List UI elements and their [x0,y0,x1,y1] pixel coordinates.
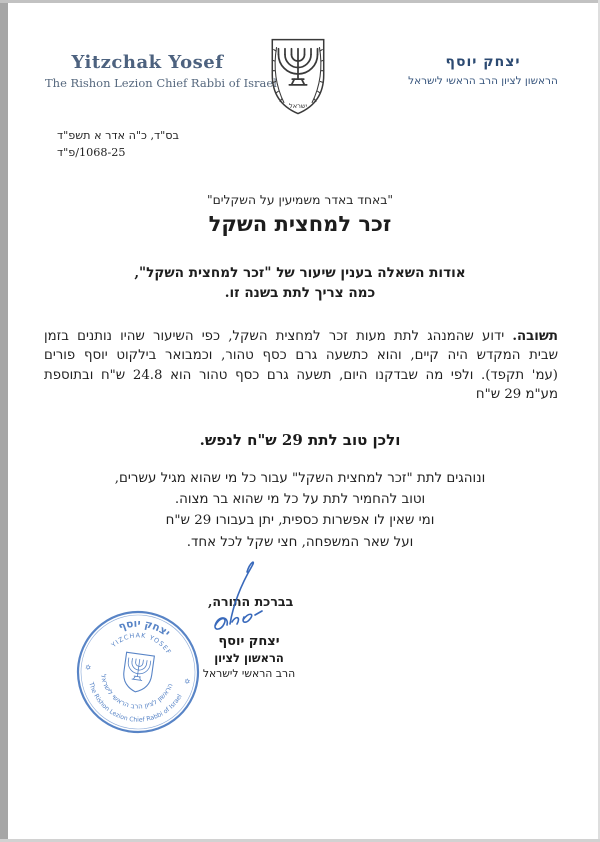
letterhead-hebrew [388,54,578,87]
rabbi-title-hebrew: הראשון לציון הרב הראשי לישראל [408,75,558,87]
emblem-country-label: ישראל [288,102,308,111]
rabbi-name-hebrew: יצחק יוסף [445,54,521,70]
rabbi-title-english: The Rishon Lezion Chief Rabbi of Israel [45,76,277,90]
letterhead-english [45,52,277,90]
stamp-name-hebrew: יצחק יוסף [117,617,173,640]
answer-line: (עמ' תקפד). ולפי מה שבדקנו היום, תשעה גרם כסף טהור הוא 24.8 ש"ח ובתוספת [44,367,558,383]
question-line: אודות השאלה בענין שיעור של "זכר למחצית השקל", [134,265,466,281]
answer-line-text: ידוע שהמנהג לתת מעות זכר למחצית השקל, כפי השיעור שהיו נותנים בזמן [44,329,505,344]
answer-intro-word: תשובה. [512,329,558,344]
stamp-star-left-icon: ✡ [84,662,92,673]
israel-state-emblem-icon [259,30,337,120]
answer-line: שבית המקדש היה קיים, והוא כתשעה גרם כסף טהור, וכמבואר בילקוט יוסף פורים [44,348,558,364]
signatory-name: יצחק יוסף [218,634,280,649]
answer-line [44,327,558,346]
document-title: זכר למחצית השקל [208,211,392,236]
rabbi-name-english: Yitzchak Yosef [71,52,224,73]
file-number: 1068-25/פ"ד [57,146,126,159]
signature-name-block [193,634,305,680]
scan-edge-left [0,0,8,842]
answer-line: מע"מ 29 ש"ח [475,386,558,402]
custom-paragraph [0,468,600,553]
stamp-star-right-icon: ✡ [183,676,191,687]
signatory-title-1: הראשון לציון [214,651,284,665]
talmud-quote: "באחד באדר משמיעין על השקלים" [206,193,394,207]
ruling-line: ולכן טוב לתת 29 ש"ח לנפש. [199,431,401,449]
stamp-title-hebrew: הראשון לציון הרב הראשי לישראל [99,673,175,711]
custom-line: וטוב להחמיר לתת על כל מי שהוא בר מצוה. [174,492,426,508]
question-line: כמה צריך לתת בשנה זו. [224,284,376,301]
handwritten-signature [203,556,275,644]
custom-line: ונוהגים לתת "זכר למחצית השקל" עבור כל מי שהוא מגיל עשרים, [114,471,486,486]
custom-line: ועל שאר המשפחה, חצי שקל לכל אחד. [186,534,414,550]
closing-blessing: בברכת התורה, [208,594,294,609]
stamp-name-english: YIZCHAK YOSEF [109,631,174,657]
signatory-title-2: הרב הראשי לישראל [202,667,296,680]
stamp-title-english: The Rishon Lezion Chief Rabbi of Israel [87,681,184,724]
official-round-stamp [72,606,204,738]
custom-line: ומי שאין לו אפשרות כספית, יתן בעבורו 29 ש"ח [165,513,435,529]
bsd-date-line: בס"ד, כ"ה אדר א תשפ"ד [57,129,180,142]
question-paragraph [0,264,600,303]
scan-edge-top [0,0,600,3]
reference-block [57,127,179,161]
answer-paragraph [44,327,558,404]
stamp-emblem-icon [121,652,154,694]
